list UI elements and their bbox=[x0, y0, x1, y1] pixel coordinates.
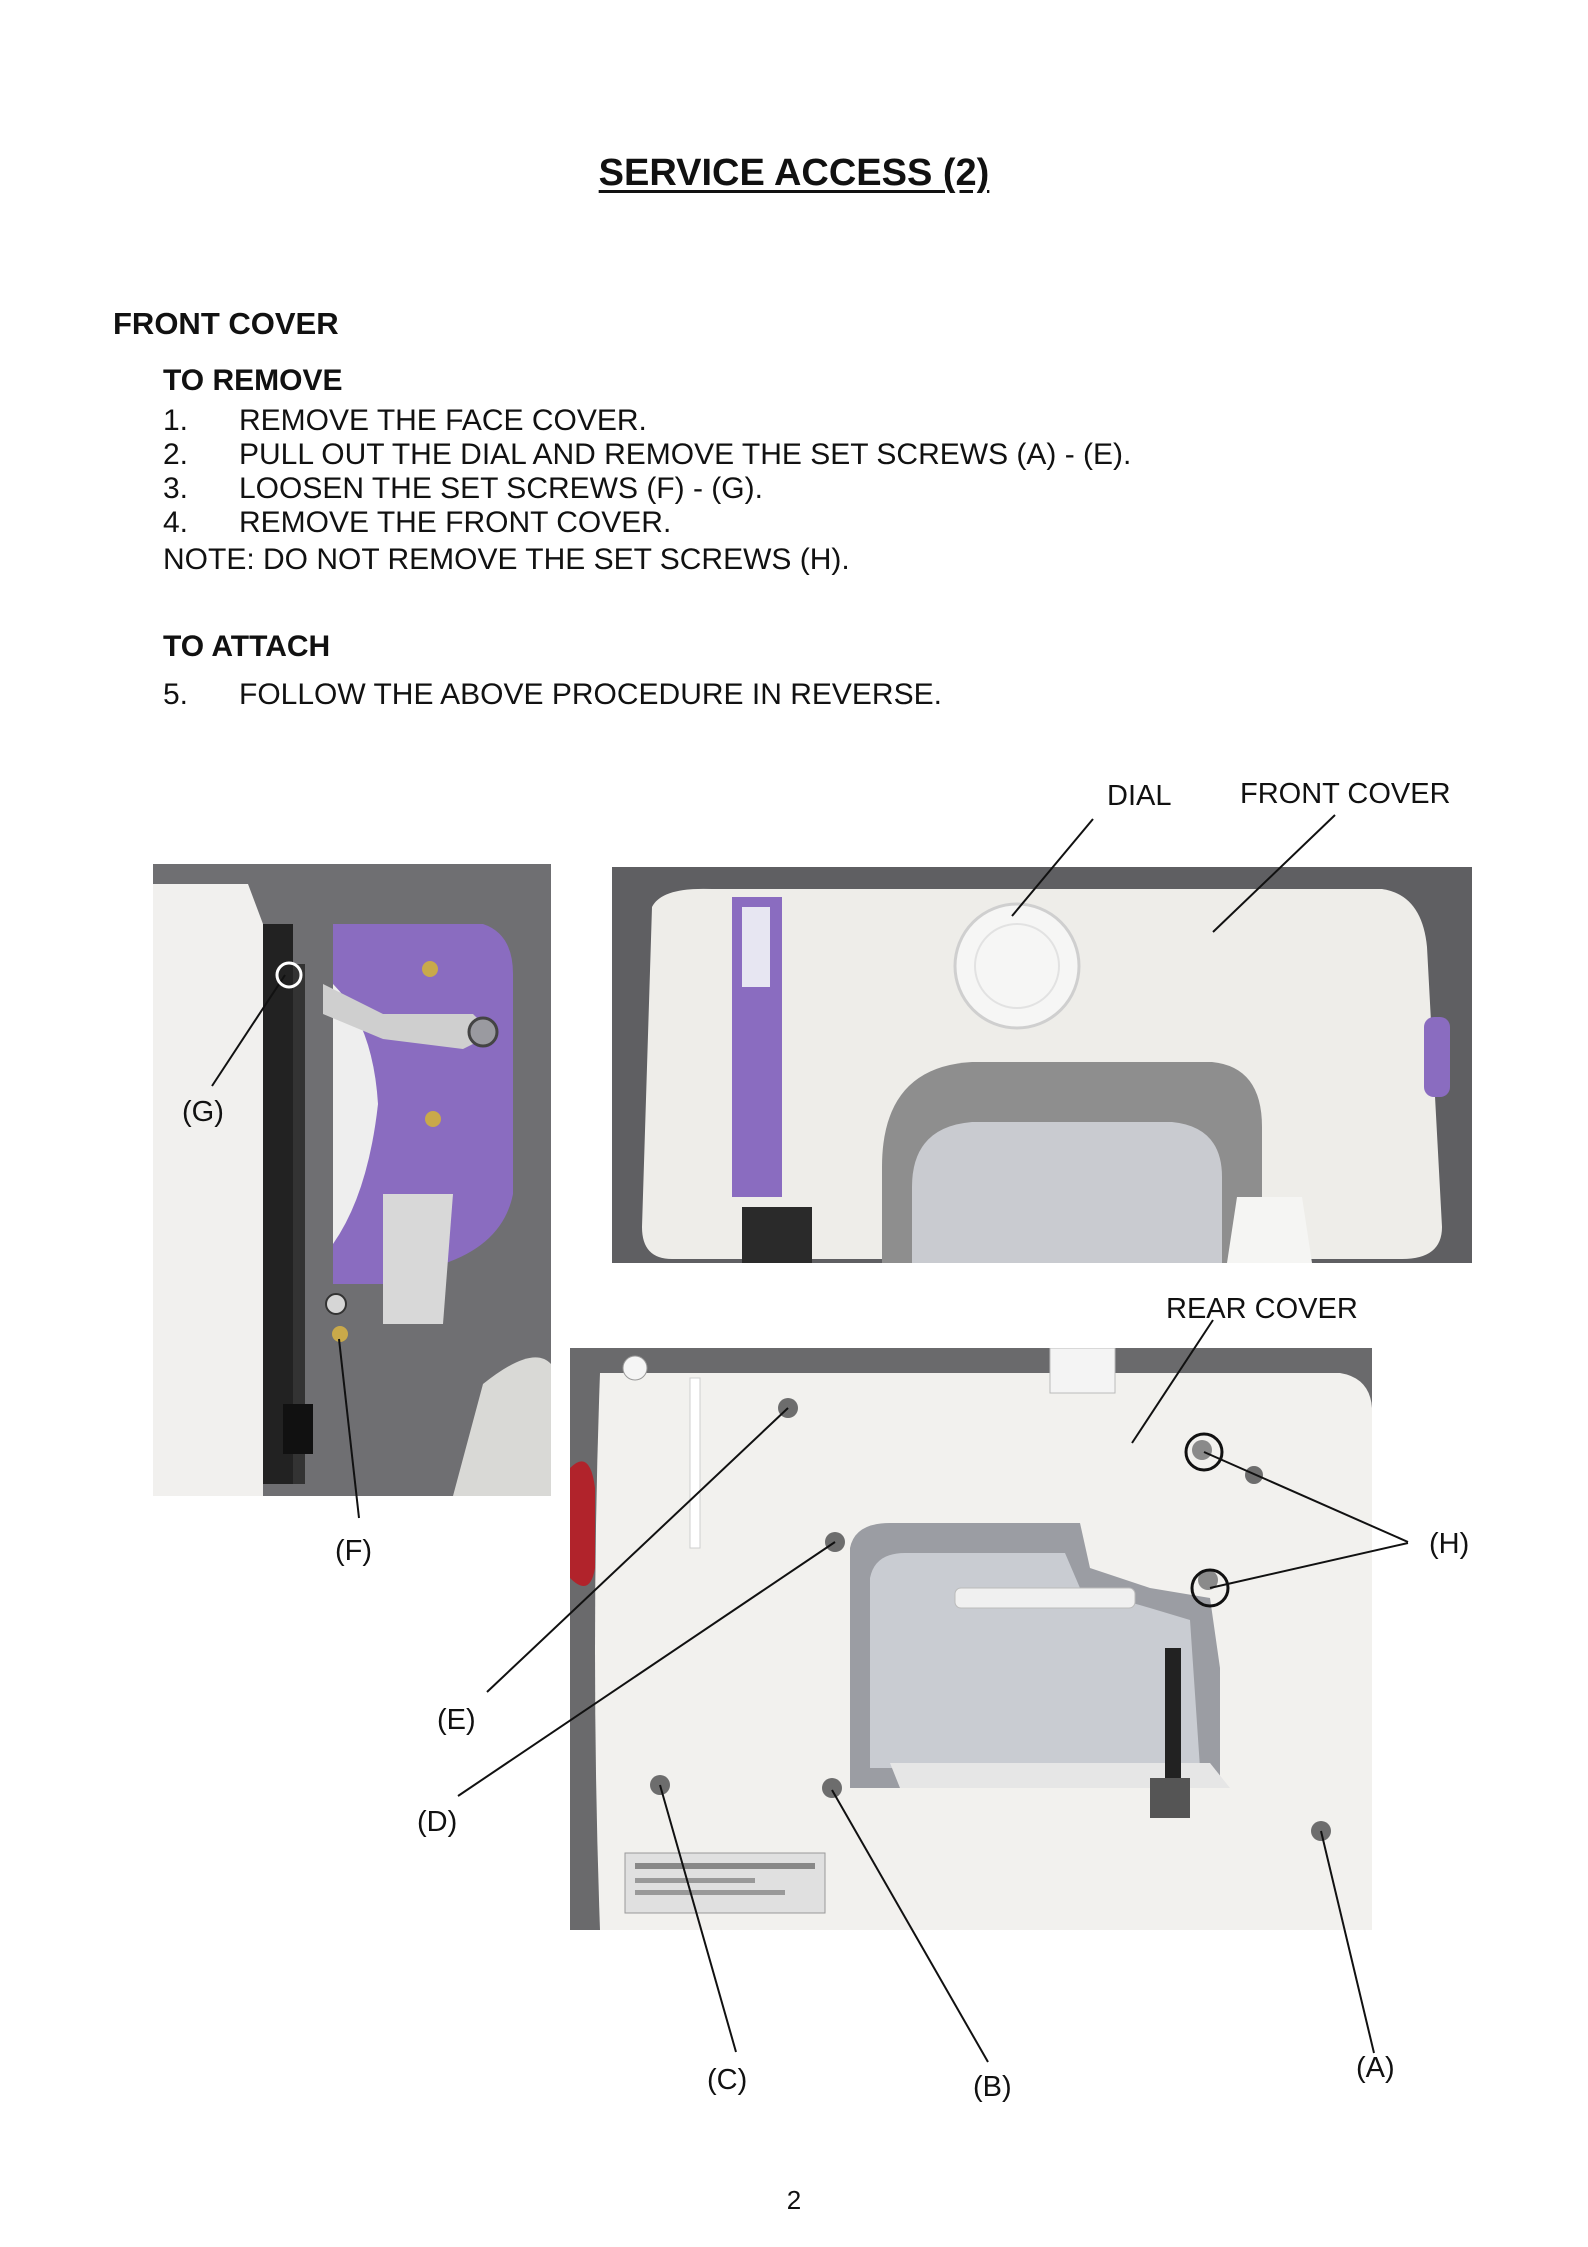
note-text: NOTE: DO NOT REMOVE THE SET SCREWS (H). bbox=[163, 543, 850, 576]
page-title: SERVICE ACCESS (2) bbox=[598, 152, 990, 194]
label-d: (D) bbox=[417, 1806, 458, 1838]
step-text: PULL OUT THE DIAL AND REMOVE THE SET SCREWS (A) - (E). bbox=[239, 438, 1132, 471]
step-number: 1. bbox=[163, 404, 189, 437]
label-front-cover: FRONT COVER bbox=[1240, 778, 1451, 810]
label-h: (H) bbox=[1429, 1528, 1470, 1560]
step-number: 2. bbox=[163, 438, 189, 471]
step-number: 5. bbox=[163, 678, 189, 711]
label-rear-cover: REAR COVER bbox=[1166, 1293, 1358, 1325]
attach-heading: TO ATTACH bbox=[163, 630, 331, 663]
label-b: (B) bbox=[973, 2071, 1012, 2103]
step-text: REMOVE THE FRONT COVER. bbox=[239, 506, 672, 539]
step-text: FOLLOW THE ABOVE PROCEDURE IN REVERSE. bbox=[239, 678, 942, 711]
page-number: 2 bbox=[786, 2185, 802, 2215]
step-number: 3. bbox=[163, 472, 189, 505]
step-text: REMOVE THE FACE COVER. bbox=[239, 404, 647, 437]
label-f: (F) bbox=[335, 1535, 373, 1567]
label-e: (E) bbox=[437, 1704, 476, 1736]
step-number: 4. bbox=[163, 506, 189, 539]
label-a: (A) bbox=[1356, 2052, 1395, 2084]
remove-heading: TO REMOVE bbox=[163, 364, 343, 397]
step-text: LOOSEN THE SET SCREWS (F) - (G). bbox=[239, 472, 763, 505]
label-c: (C) bbox=[707, 2064, 748, 2096]
label-g: (G) bbox=[182, 1096, 224, 1128]
section-heading: FRONT COVER bbox=[113, 306, 339, 341]
label-dial: DIAL bbox=[1107, 780, 1172, 812]
